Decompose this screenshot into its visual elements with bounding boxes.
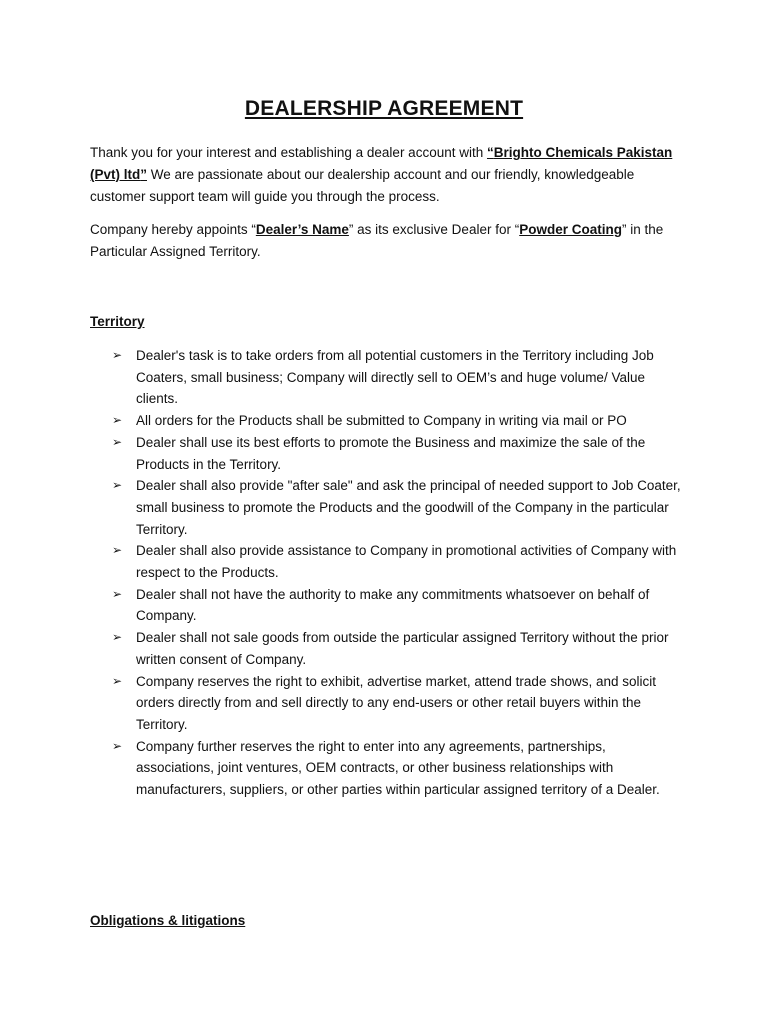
territory-list bbox=[112, 345, 682, 801]
arrowhead-bullet-icon: ➢ bbox=[112, 413, 123, 428]
arrowhead-bullet-icon: ➢ bbox=[112, 586, 123, 601]
list-item-text: Company reserves the right to exhibit, advertise market, attend trade shows, and solicit orders directly from and sell directly to any end-users or other retail buyers within the Territory. bbox=[136, 673, 657, 732]
arrowhead-bullet-icon: ➢ bbox=[112, 543, 123, 558]
intro-text-continued: We are passionate about our dealership account and our friendly, knowledgeable customer support team will guide you through the process. bbox=[90, 167, 635, 204]
list-item bbox=[112, 410, 682, 432]
arrowhead-bullet-icon: ➢ bbox=[112, 630, 123, 645]
list-item-text: Company further reserves the right to enter into any agreements, partnerships, associations, joint ventures, OEM contracts, or other business relationships with manufacturers, suppliers, or other parties within particular assigned territory of a Dealer. bbox=[136, 738, 660, 798]
list-item bbox=[112, 736, 682, 801]
list-item-text: Dealer's task is to take orders from all potential customers in the Territory including Job Coaters, small business; Company will directly sell to OEM’s and huge volume/ Value clients. bbox=[136, 348, 654, 407]
appointment-text: Company hereby appoints “ bbox=[90, 222, 256, 237]
arrowhead-bullet-icon: ➢ bbox=[112, 673, 123, 688]
list-item-text: Dealer shall also provide "after sale" and ask the principal of needed support to Job Coater, small business to promote the Products and the goodwill of the Company in the particular Territory. bbox=[136, 478, 681, 537]
list-item-text: Dealer shall also provide assistance to Company in promotional activities of Company with respect to the Products. bbox=[136, 543, 677, 581]
arrowhead-bullet-icon: ➢ bbox=[112, 348, 123, 362]
quote-open: “ bbox=[486, 145, 494, 160]
list-item bbox=[112, 540, 682, 583]
company-name-text: Brighto Chemicals Pakistan (Pvt) ltd bbox=[90, 145, 673, 182]
list-item bbox=[112, 345, 682, 410]
list-item bbox=[112, 671, 682, 736]
intro-text: Thank you for your interest and establishing a dealer account with bbox=[90, 145, 487, 160]
section-heading-obligations: Obligations & litigations bbox=[90, 913, 246, 928]
intro-paragraph bbox=[90, 142, 680, 208]
list-item bbox=[112, 475, 682, 540]
list-item bbox=[112, 584, 682, 627]
list-item bbox=[112, 627, 682, 670]
dealer-name: Dealer’s Name bbox=[255, 222, 349, 237]
list-item-text: Dealer shall not sale goods from outside the particular assigned Territory without the prior written consent of Company. bbox=[136, 630, 669, 667]
appointment-paragraph bbox=[90, 219, 680, 263]
appointment-text-mid: ” as its exclusive Dealer for “ bbox=[348, 222, 520, 237]
quote-close: ” bbox=[140, 167, 147, 182]
arrowhead-bullet-icon: ➢ bbox=[112, 434, 123, 449]
list-item-text: All orders for the Products shall be submitted to Company in writing via mail or PO bbox=[136, 413, 627, 429]
list-item-text: Dealer shall not have the authority to make any commitments whatsoever on behalf of Company. bbox=[136, 586, 650, 624]
list-item bbox=[112, 432, 682, 475]
arrowhead-bullet-icon: ➢ bbox=[112, 738, 123, 753]
appointment-text-end: ” in the Particular Assigned Territory. bbox=[90, 222, 664, 259]
arrowhead-bullet-icon: ➢ bbox=[112, 478, 123, 493]
product-name: Powder Coating bbox=[519, 222, 622, 237]
list-item-text: Dealer shall use its best efforts to promote the Business and maximize the sale of the Products in the Territory. bbox=[136, 434, 646, 472]
document-title: DEALERSHIP AGREEMENT bbox=[244, 97, 524, 120]
section-heading-territory: Territory bbox=[90, 314, 145, 329]
